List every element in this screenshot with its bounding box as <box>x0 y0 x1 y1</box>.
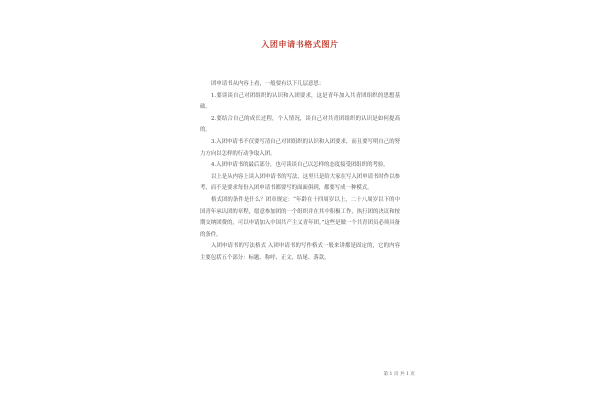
paragraph: 4.入团申请书的最后部分，也可谈谈自己以怎样的态度接受团组织的考验。 <box>211 162 389 169</box>
page-number: 第 1 页 共 1 页 <box>383 372 415 377</box>
paragraph: 1.要谈谈自己对团组织的认识和入团要求，这是青年加入共青团组织的思想基础。 <box>200 92 400 111</box>
document-title: 入团申请书格式图片 <box>261 40 339 49</box>
paragraph: 2.要结合自己的成长过程，个人情况，谈自己对共青团组织的认识是如何提高的。 <box>200 115 400 134</box>
paragraph: 以上是从内容上谈入团申请书的写法，这里只是给大家在写入团申请书时作以参考，而不是要求每份入团申请书都要写的面面俱到，都要写成一种模式。 <box>200 173 400 192</box>
document-body <box>200 79 400 265</box>
paragraph: 团申请书从内容上看，一般要有以下几层意思： <box>211 81 325 87</box>
paragraph: 格式团的条件是什么？团章规定：“年龄在十四周岁以上，二十八周岁以下的中国青年承认团的章程，愿意参加团的一个组织并在其中积极工作，执行团的决议和按期交纳团费的，可以申请加入中国共产主义青年团。”这些是做一个共青团员必须具备的条件。 <box>200 196 400 238</box>
paragraph: 入团申请书的写法格式 入团申请书的写作格式一般来讲都是固定的，它的内容主要包括五个部分：标题、称呼、正文、结尾、落款。 <box>200 243 400 261</box>
paragraph: 3.入团申请书不仅要写清自己对团组织的认识和入团要求，而且要写明自己的努力方向以怎样的行动争取入团。 <box>200 138 400 157</box>
